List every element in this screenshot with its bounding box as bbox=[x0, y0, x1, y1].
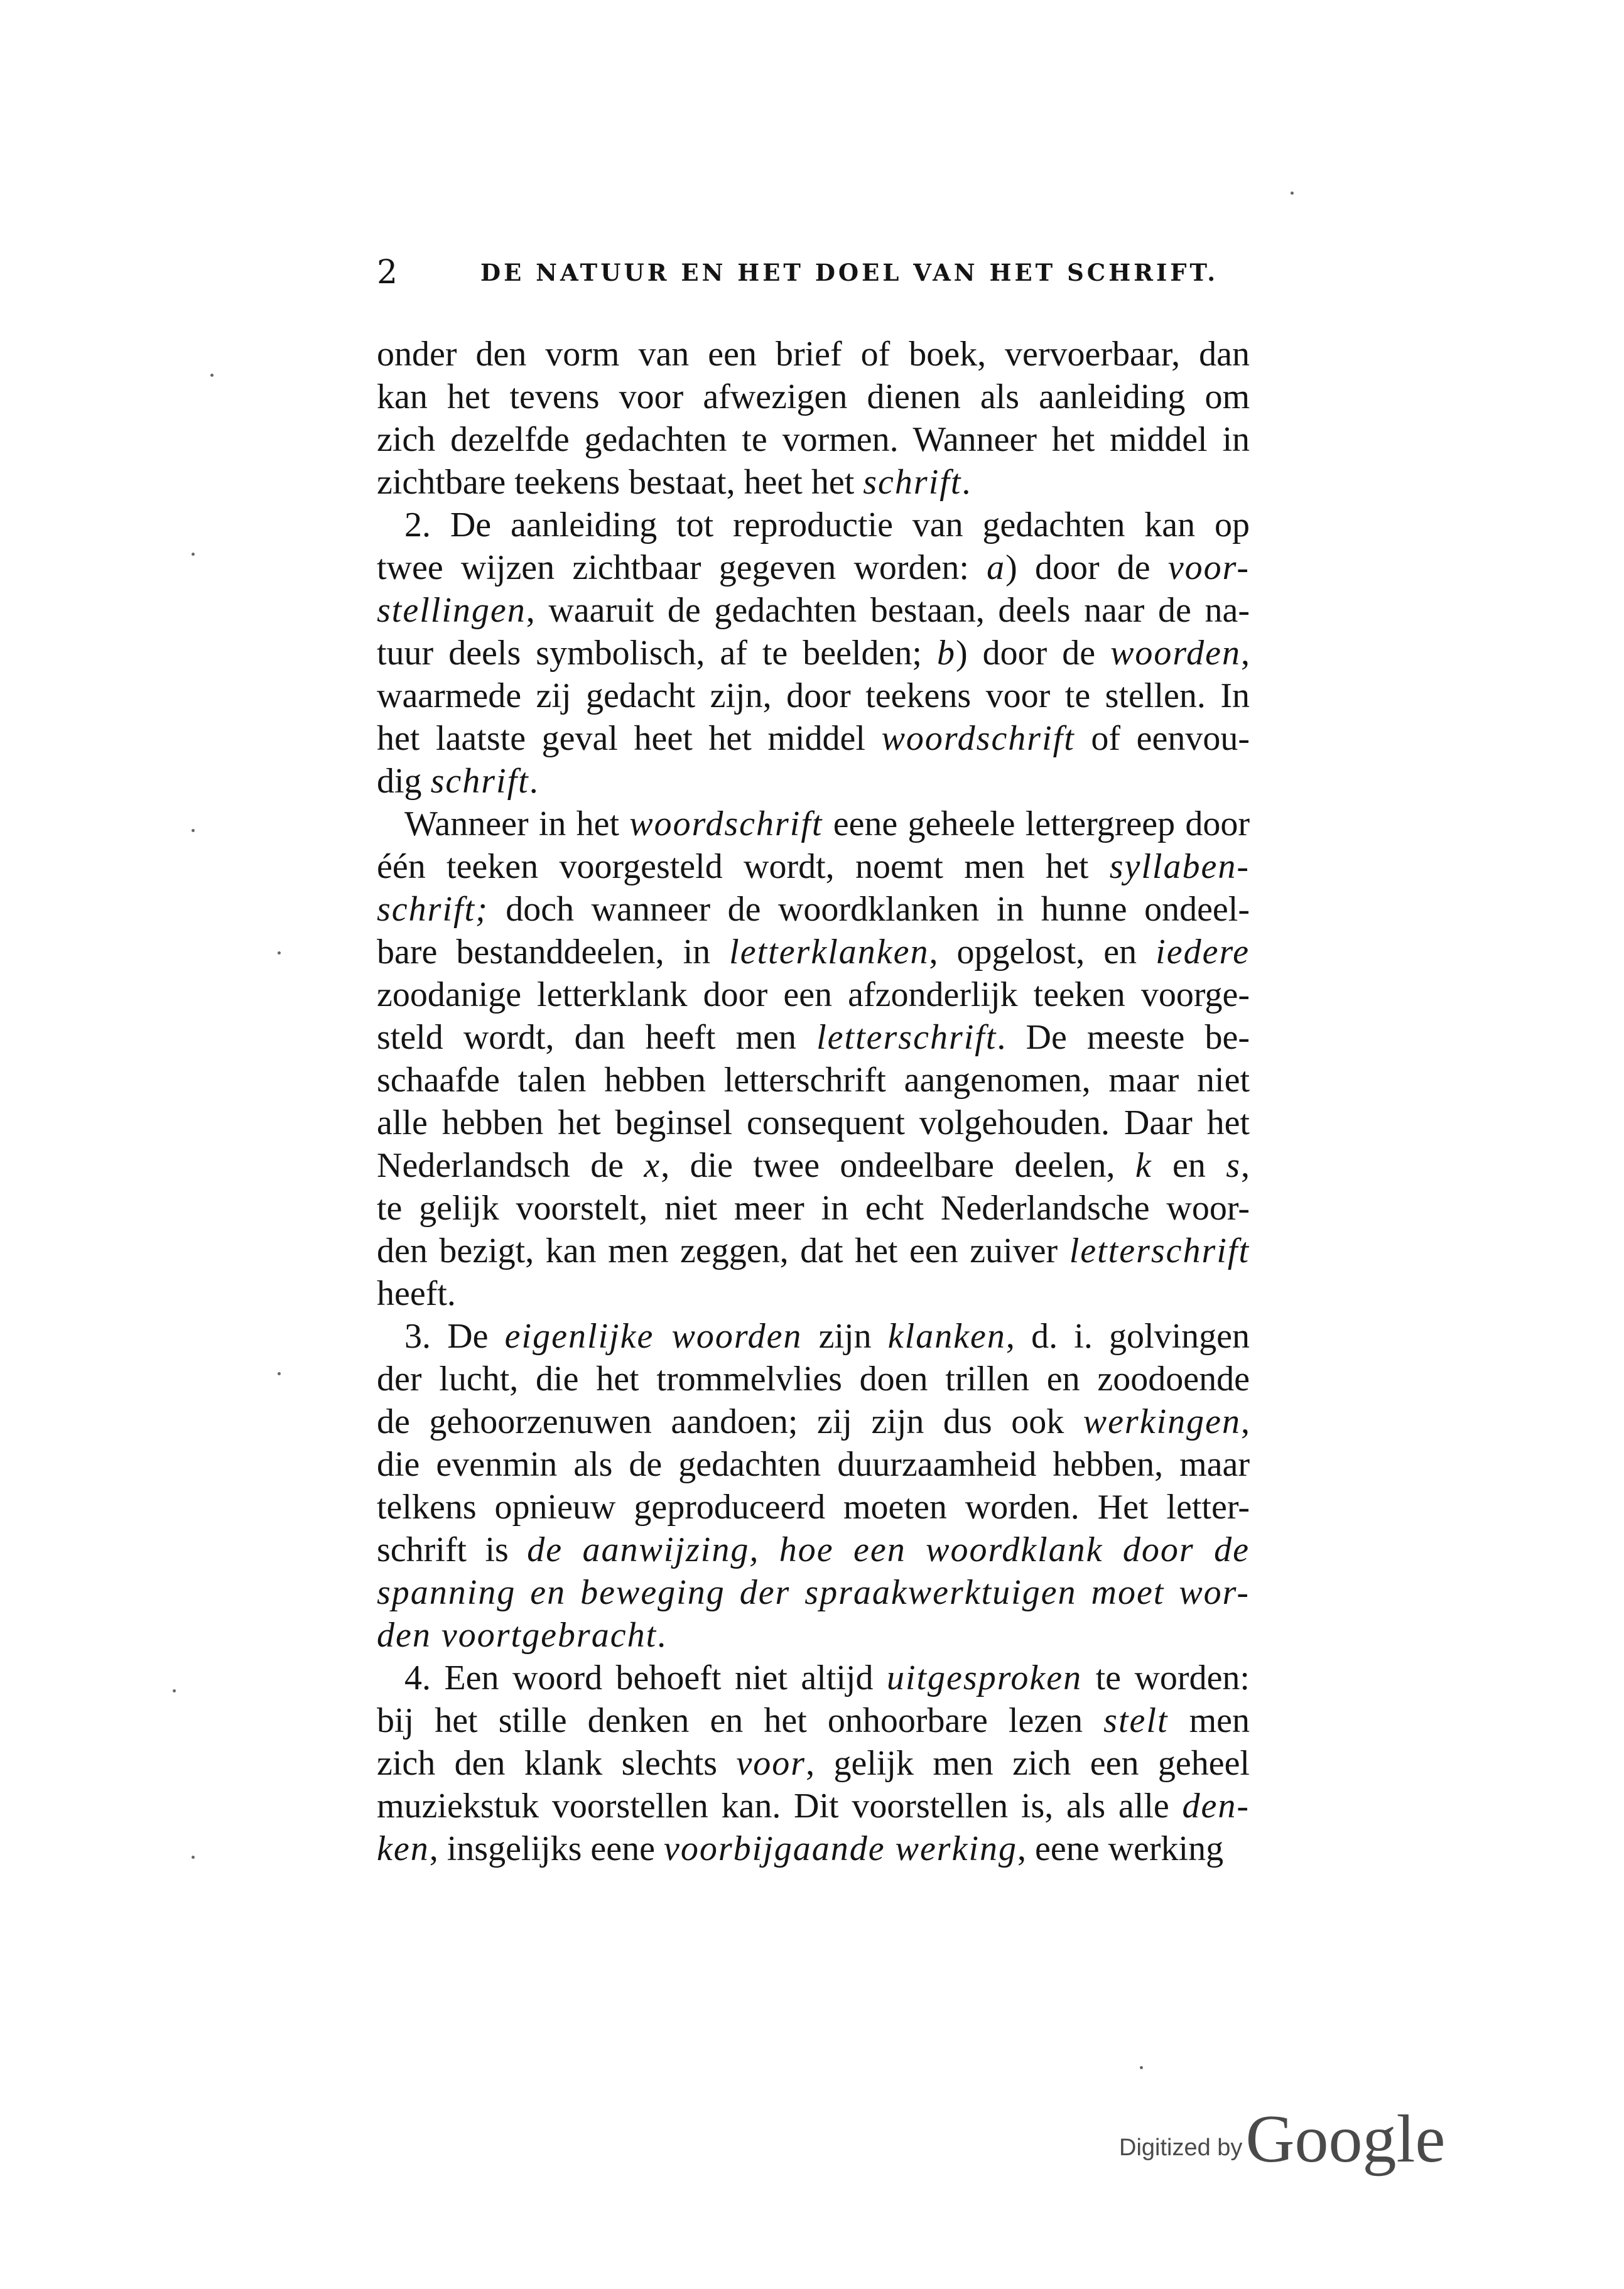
text-line: Wanneer in het woordschrift eene geheele lettergreep door bbox=[404, 804, 1250, 843]
text-line: den voortgebracht. bbox=[377, 1616, 666, 1655]
text-line: schrift; doch wanneer de woordklanken in hunne ondeel- bbox=[377, 890, 1250, 929]
scan-speck bbox=[192, 553, 195, 556]
text-line: zich dezelfde gedachten te vormen. Wanneer het middel in bbox=[377, 420, 1250, 459]
scan-speck bbox=[1291, 192, 1294, 195]
scan-speck bbox=[192, 829, 195, 832]
text-line: één teeken voorgesteld wordt, noemt men het syllaben- bbox=[377, 847, 1250, 886]
text-line: bare bestanddeelen, in letterklanken, opgelost, en iedere bbox=[377, 933, 1250, 971]
text-line: tuur deels symbolisch, af te beelden; b) door de woorden, bbox=[377, 634, 1250, 673]
text-line: kan het tevens voor afwezigen dienen als aanleiding om bbox=[377, 377, 1250, 416]
scan-speck bbox=[173, 1689, 176, 1692]
digitized-by-label: Digitized by bbox=[1119, 2135, 1243, 2161]
scan-speck bbox=[278, 951, 281, 955]
text-line: muziekstuk voorstellen kan. Dit voorstellen is, als alle den- bbox=[377, 1787, 1250, 1826]
text-line: Nederlandsch de x, die twee ondeelbare deelen, k en s, bbox=[377, 1146, 1250, 1185]
text-line: heeft. bbox=[377, 1274, 456, 1313]
text-line: bij het stille denken en het onhoorbare lezen stelt men bbox=[377, 1701, 1250, 1740]
text-line: de gehoorzenuwen aandoen; zij zijn dus ook werkingen, bbox=[377, 1402, 1250, 1441]
scan-speck bbox=[1140, 2066, 1143, 2069]
running-title: DE NATUUR EN HET DOEL VAN HET SCHRIFT. bbox=[480, 259, 1219, 286]
scan-speck bbox=[192, 1856, 195, 1859]
text-line: steld wordt, dan heeft men letterschrift. De meeste be- bbox=[377, 1018, 1250, 1057]
body-text bbox=[377, 333, 1250, 1870]
text-line: te gelijk voorstelt, niet meer in echt Nederlandsche woor- bbox=[377, 1189, 1250, 1228]
text-line: 2. De aanleiding tot reproductie van gedachten kan op bbox=[404, 506, 1250, 544]
text-line: waarmede zij gedacht zijn, door teekens voor te stellen. In bbox=[377, 676, 1250, 715]
text-line: onder den vorm van een brief of boek, vervoerbaar, dan bbox=[377, 335, 1250, 374]
text-line: het laatste geval heet het middel woordschrift of eenvou- bbox=[377, 719, 1250, 758]
text-line: schrift is de aanwijzing, hoe een woordklank door de bbox=[377, 1530, 1250, 1569]
scan-speck bbox=[278, 1372, 281, 1375]
text-line: spanning en beweging der spraakwerktuigen moet wor- bbox=[377, 1573, 1250, 1612]
text-line: zich den klank slechts voor, gelijk men zich een geheel bbox=[377, 1744, 1250, 1783]
digitized-by-google-watermark bbox=[1119, 2101, 1445, 2178]
text-line: die evenmin als de gedachten duurzaamheid hebben, maar bbox=[377, 1445, 1250, 1484]
text-line: schaafde talen hebben letterschrift aangenomen, maar niet bbox=[377, 1061, 1250, 1100]
text-line: 3. De eigenlijke woorden zijn klanken, d. i. golvingen bbox=[404, 1317, 1250, 1356]
text-line: zichtbare teekens bestaat, heet het schrift. bbox=[377, 463, 971, 502]
scan-speck bbox=[210, 374, 214, 377]
text-line: den bezigt, kan men zeggen, dat het een zuiver letterschrift bbox=[377, 1231, 1250, 1270]
text-line: telkens opnieuw geproduceerd moeten worden. Het letter- bbox=[377, 1488, 1250, 1527]
text-line: 4. Een woord behoeft niet altijd uitgesproken te worden: bbox=[404, 1659, 1250, 1697]
text-line: alle hebben het beginsel consequent volgehouden. Daar het bbox=[377, 1103, 1250, 1142]
text-line: twee wijzen zichtbaar gegeven worden: a) door de voor- bbox=[377, 548, 1250, 587]
text-line: zoodanige letterklank door een afzonderlijk teeken voorge- bbox=[377, 975, 1250, 1014]
text-line: stellingen, waaruit de gedachten bestaan, deels naar de na- bbox=[377, 591, 1250, 630]
google-logo: Google bbox=[1245, 2102, 1446, 2177]
page-number: 2 bbox=[377, 254, 398, 291]
text-line: dig schrift. bbox=[377, 762, 538, 801]
text-line: der lucht, die het trommelvlies doen trillen en zoodoende bbox=[377, 1360, 1250, 1399]
text-line: ken, insgelijks eene voorbijgaande werking, eene werking bbox=[377, 1829, 1224, 1868]
